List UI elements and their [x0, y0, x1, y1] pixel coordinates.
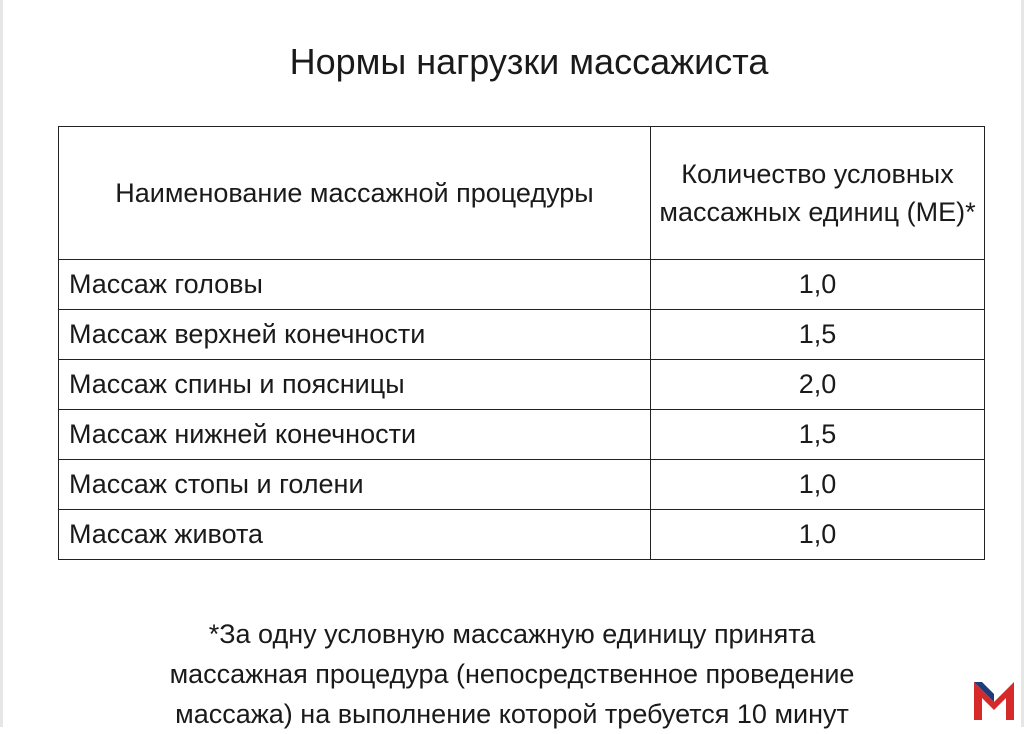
units-value-cell: 2,0 [651, 360, 985, 410]
m-letter-logo-icon [970, 678, 1018, 722]
table-row [59, 260, 985, 310]
procedure-name-cell: Массаж живота [59, 510, 651, 560]
footnote-line: *За одну условную массажную единицу принята [208, 619, 816, 649]
footnote-line: массажа) на выполнение которой требуется 10 минут [175, 699, 849, 729]
table-header-row [59, 127, 985, 260]
units-value-cell: 1,5 [651, 310, 985, 360]
units-value-cell: 1,0 [651, 260, 985, 310]
units-value-cell: 1,5 [651, 410, 985, 460]
page-title: Нормы нагрузки массажиста [289, 41, 769, 82]
footnote-line: массажная процедура (непосредственное проведение [169, 659, 855, 689]
procedure-name-cell: Массаж верхней конечности [59, 310, 651, 360]
footnote [0, 614, 1024, 734]
norms-table [58, 126, 985, 560]
procedure-name-cell: Массаж спины и поясницы [59, 360, 651, 410]
header-procedure-name: Наименование массажной процедуры [59, 127, 651, 260]
table-row [59, 310, 985, 360]
units-value-cell: 1,0 [651, 460, 985, 510]
table-row [59, 360, 985, 410]
header-units-count: Количество условных массажных единиц (МЕ)* [651, 127, 985, 260]
table-row [59, 510, 985, 560]
procedure-name-cell: Массаж стопы и голени [59, 460, 651, 510]
table-row [59, 460, 985, 510]
units-value-cell: 1,0 [651, 510, 985, 560]
procedure-name-cell: Массаж головы [59, 260, 651, 310]
procedure-name-cell: Массаж нижней конечности [59, 410, 651, 460]
table-row [59, 410, 985, 460]
